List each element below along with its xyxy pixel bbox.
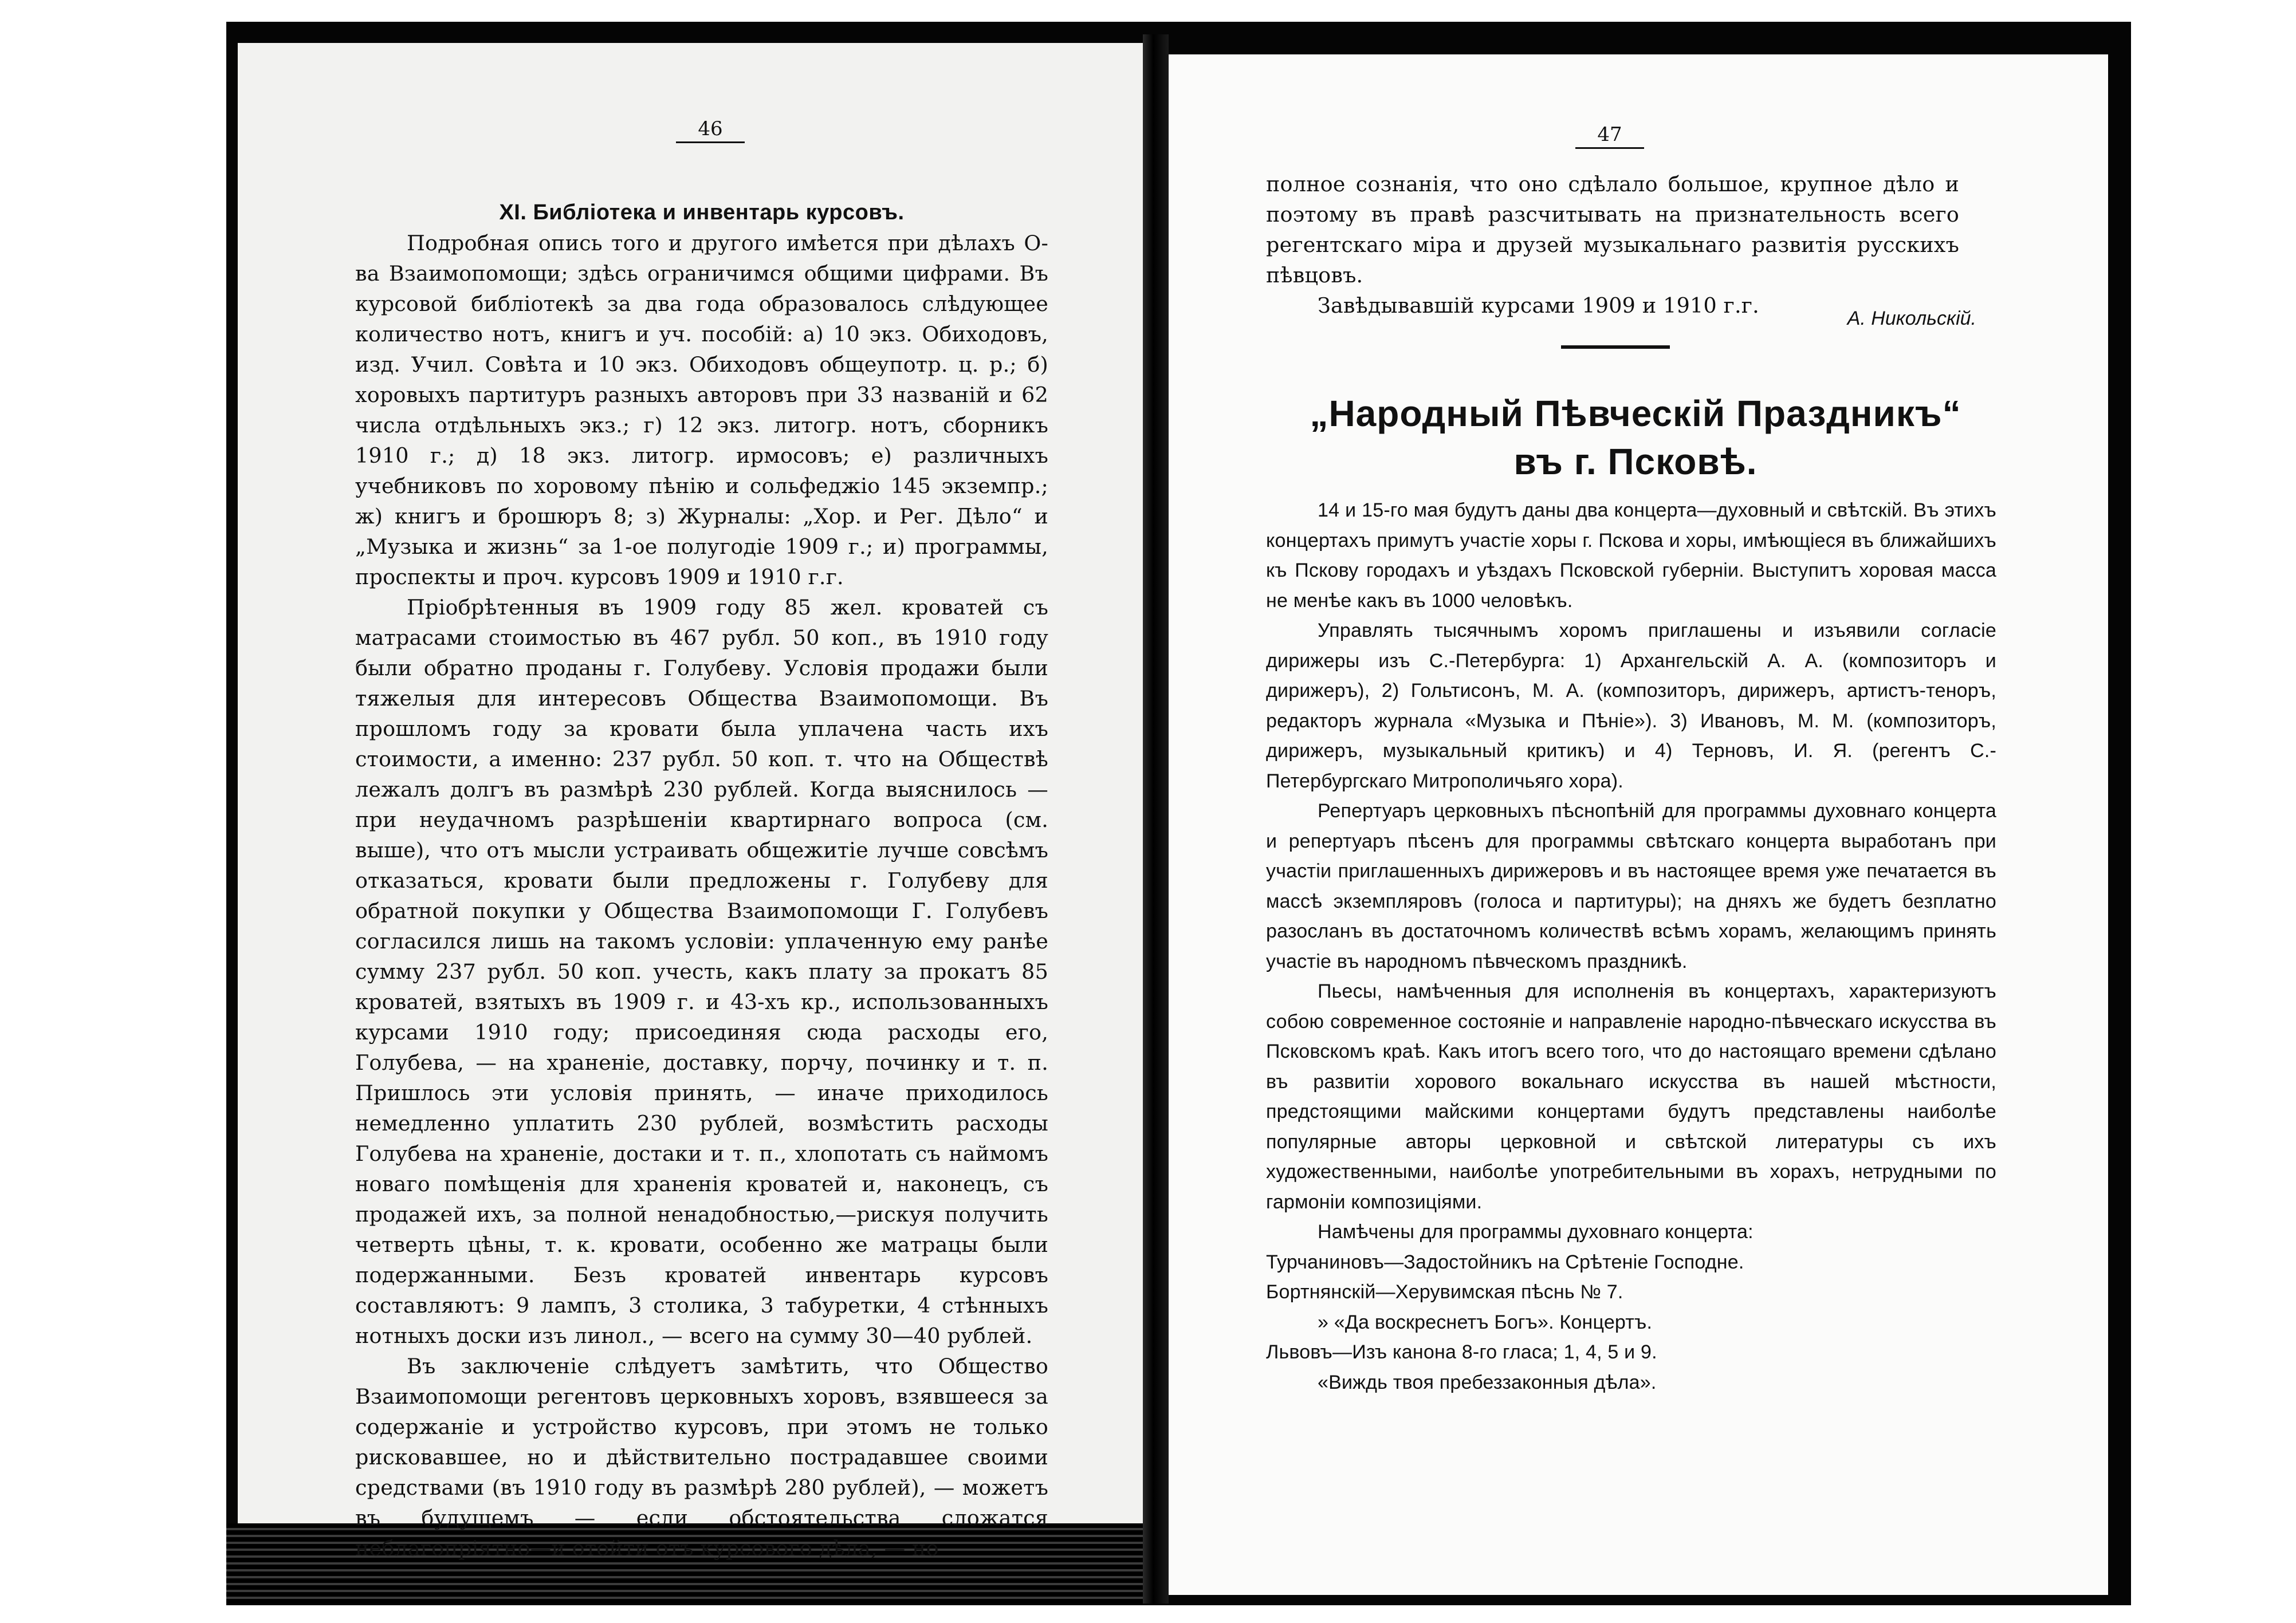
signature: А. Никольскій. [1847, 308, 1976, 329]
paragraph: Въ заключеніе слѣдуетъ замѣтить, что Общество Взаимопомощи регентовъ церковныхъ хоровъ, взявшееся за содержаніе и устройство курсовъ, при этомъ не только рисковавшее, но и дѣйствительно пострадавшее своими средствами (въ 1910 году въ размѣрѣ 280 рублей), — можетъ въ будущемъ — если обстоятельства сложатся неблагопріятно—и отойти отъ курсового дѣла, — но [355, 1354, 1048, 1561]
left-page-text [355, 198, 1048, 1563]
title-line: въ г. Псковѣ. [1513, 441, 1758, 482]
right-page-body [1266, 495, 1996, 1397]
article-title [1226, 389, 2045, 486]
program-item: Турчаниновъ—Задостойникъ на Срѣтеніе Господне. [1266, 1251, 1744, 1273]
title-line: „Народный Пѣвческій Праздникъ“ [1310, 393, 1961, 434]
paragraph: 14 и 15-го мая будутъ даны два концерта—духовный и свѣтскій. Въ этихъ концертахъ примутъ участіе хоры г. Пскова и хоры, имѣющіеся въ ближайшихъ къ Пскову городахъ и уѣздахъ Псковской губерніи. Выступитъ хоровая масса не менѣе какъ въ 1000 человѣкъ. [1266, 499, 1996, 612]
program-item: » «Да воскреснетъ Богъ». Концертъ. [1318, 1311, 1653, 1333]
section-heading: XI. Библіотека и инвентарь курсовъ. [499, 200, 905, 224]
divider-rule [1561, 345, 1670, 349]
paragraph: Подробная опись того и другого имѣется при дѣлахъ О-ва Взаимопомощи; здѣсь ограничимся общими цифрами. Въ курсовой библіотекѣ за два года образовалось слѣдующее количество нотъ, книгъ и уч. пособій: а) 10 экз. Обиходовъ, изд. Учил. Совѣта и 10 экз. Обиходовъ общеупотр. ц. р.; б) хоровыхъ партитуръ разныхъ авторовъ при 33 названій и 62 числа отдѣльныхъ экз.; г) 12 экз. литогр. нотъ, сборникъ 1910 г.; д) 18 экз. литогр. ирмосовъ; е) различныхъ учебниковъ по хоровому пѣнію и сольфеджіо 145 экземпр.; ж) книгъ и брошюръ 8; з) Журналы: „Хор. и Рег. Дѣло“ и „Музыка и жизнь“ за 1-ое полугодіе 1909 г.; и) программы, проспекты и проч. курсовъ 1909 и 1910 г.г. [355, 231, 1048, 589]
paragraph: полное сознанія, что оно сдѣлало большое, крупное дѣло и поэтому въ правѣ разсчитывать на признательность всего регентскаго міра и друзей музыкальнаго развитія русскихъ пѣвцовъ. [1266, 172, 1959, 287]
paragraph: Пріобрѣтенныя въ 1909 году 85 жел. кроватей съ матрасами стоимостью въ 467 рубл. 50 коп., въ 1910 году были обратно проданы г. Голубеву. Условія продажи были тяжелыя для интересовъ Общества Взаимопомощи. Въ прошломъ году за кровати была уплачена часть ихъ стоимости, а именно: 237 рубл. 50 коп. т. что на Обществѣ лежалъ долгъ въ размѣрѣ 230 рублей. Когда выяснилось — при неудачномъ разрѣшеніи квартирнаго вопроса (см. выше), что отъ мысли устраивать общежитіе лучше совсѣмъ отказаться, кровати были предложены г. Голубеву для обратной покупки у Общества Взаимопомощи Г. Голубевъ согласился лишь на такомъ условіи: уплаченную ему ранѣе сумму 237 рубл. 50 коп. учесть, какъ плату за прокатъ 85 кроватей, взятыхъ въ 1909 г. и 43-хъ кр., использованныхъ курсами 1910 году; присоединяя сюда расходы его, Голубева, — на храненіе, доставку, порчу, починку и т. п. Пришлось эти условія принять, — иначе приходилось немедленно уплатить 230 рублей, возмѣстить расходы Голубева на храненіе, достаки и т. п., хлопотать съ наймомъ новаго помѣщенія для храненія кроватей и, наконецъ, съ продажей ихъ, за полной ненадобностью,—рискуя получить четверть цѣны, т. к. кровати, особенно же матрацы были подержанными. Безъ кроватей инвентарь курсовъ составляютъ: 9 лампъ, 3 столика, 3 табуретки, 4 стѣнныхъ нотныхъ доски изъ линол., — всего на сумму 30—40 рублей. [355, 595, 1048, 1348]
book-gutter [1143, 34, 1169, 1604]
paragraph: Завѣдывавшій курсами 1909 и 1910 г.г. [1318, 293, 1759, 318]
paragraph: Репертуаръ церковныхъ пѣснопѣній для программы духовнаго концерта и репертуаръ пѣсенъ для программы свѣтскаго концерта выработанъ при участіи приглашенныхъ дирижеровъ и въ настоящее время уже печатается въ массѣ экземпляровъ (голоса и партитуры); на дняхъ же будетъ безплатно разосланъ въ достаточномъ количествѣ всѣмъ хорамъ, желающимъ принять участіе въ народномъ пѣвческомъ праздникѣ. [1266, 800, 1996, 972]
program-item: «Виждь твоя пребеззаконныя дѣла». [1318, 1371, 1657, 1393]
program-item: Львовъ—Изъ канона 8-го гласа; 1, 4, 5 и 9. [1266, 1341, 1657, 1363]
program-item: Бортнянскій—Херувимская пѣснь № 7. [1266, 1281, 1623, 1303]
paragraph: Пьесы, намѣченныя для исполненія въ концертахъ, характеризуютъ собою современное состояніе и направленіе народно-пѣвческаго искусства въ Псковскомъ краѣ. Какъ итогъ всего того, что до настоящаго времени сдѣлано въ развитіи хорового вокальнаго искусства въ нашей мѣстности, предстоящими майскими концертами будутъ представлены наиболѣе популярные авторы церковной и свѣтской литературы съ ихъ художественными, наиболѣе употребительными въ хорахъ, нетрудными по гармоніи композиціями. [1266, 980, 1996, 1213]
left-page-number: 46 [676, 117, 745, 143]
paragraph: Управлять тысячнымъ хоромъ приглашены и изъявили согласіе дирижеры изъ С.-Петербурга: 1) Архангельскій А. А. (композиторъ и дирижеръ), 2) Гольтисонъ, М. А. (композиторъ, дирижеръ, артистъ-теноръ, редакторъ журнала «Музыка и Пѣніе»). 3) Ивановъ, М. М. (композиторъ, дирижеръ, музыкальный критикъ) и 4) Терновъ, И. Я. (регентъ С.-Петербургскаго Митрополичьяго хора). [1266, 620, 1996, 792]
right-page-number: 47 [1575, 123, 1644, 149]
program-intro: Намѣчены для программы духовнаго концерта: [1318, 1221, 1754, 1243]
right-page-intro [1266, 169, 1959, 321]
